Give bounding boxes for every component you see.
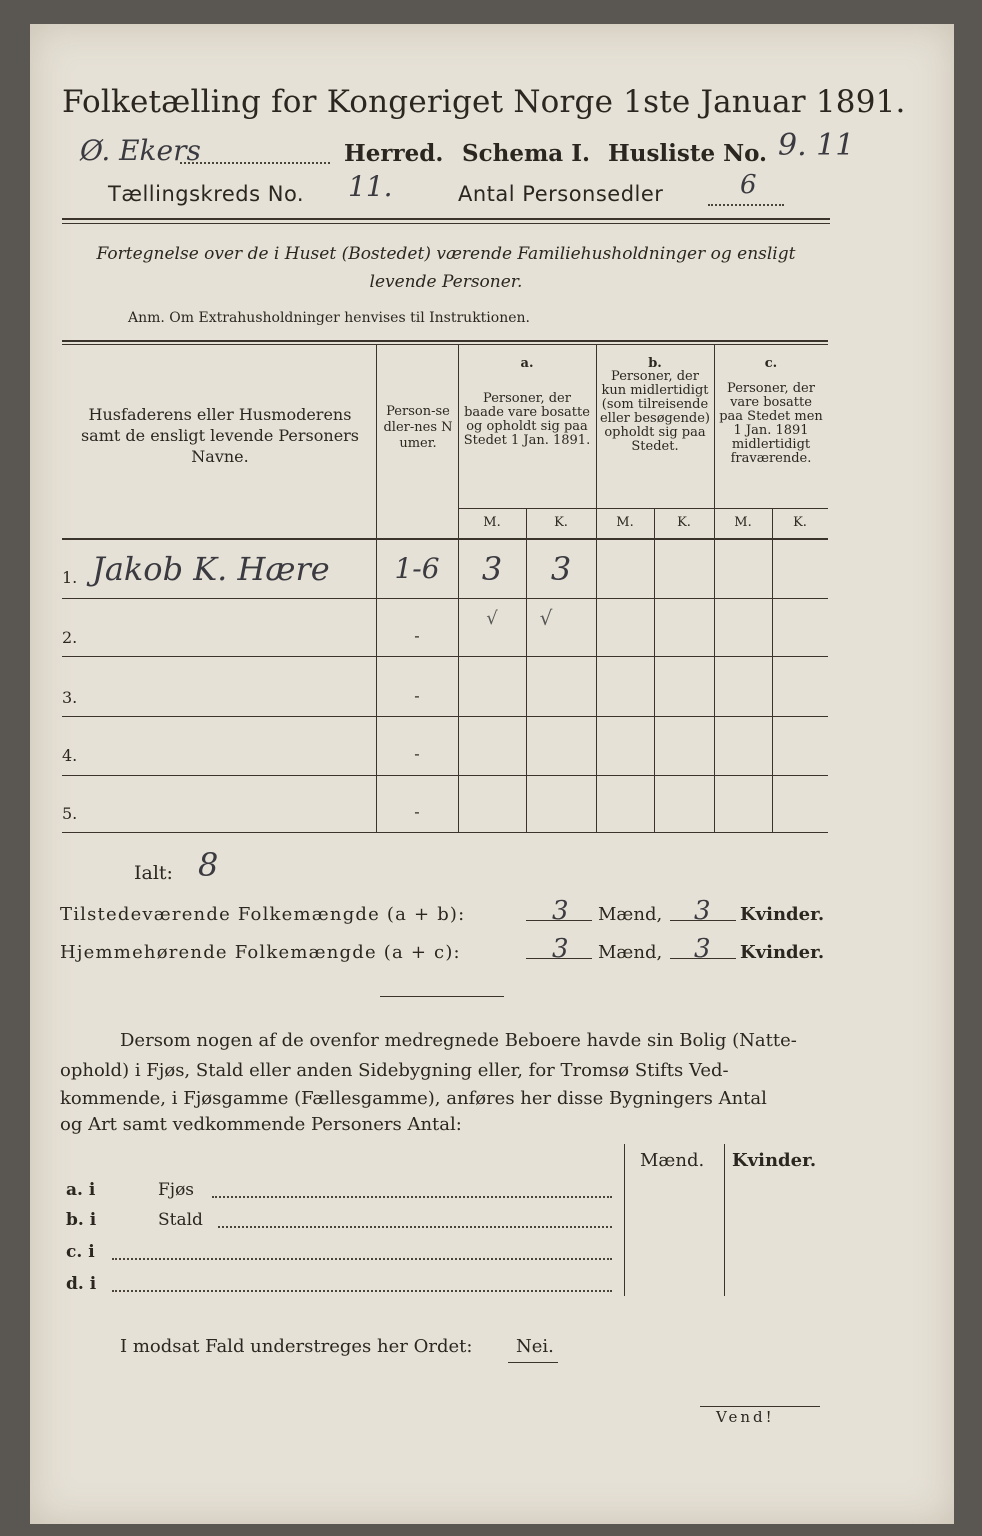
col-a-header: Personer, der baade vare bosatte og opholdt sig paa Stedet 1 Jan. 1891.: [463, 391, 591, 448]
col-num-header: Person-sedler-nes Numer.: [383, 404, 453, 451]
herred-value: Ø. Ekers: [80, 134, 201, 167]
row-1-a-m: 3: [481, 550, 503, 588]
row-1-a-k: 3: [550, 550, 572, 588]
bolig-b-label: b. i: [66, 1210, 97, 1230]
intro-line2: levende Personer.: [369, 272, 523, 292]
col-a-letter: a.: [520, 356, 534, 371]
bolig-kvinder-col: Kvinder.: [732, 1150, 817, 1171]
bolig-line4: og Art samt vedkommende Personers Antal:: [60, 1114, 462, 1135]
hjem-k: 3: [694, 934, 711, 964]
row-1-num: 1-6: [394, 552, 440, 585]
row-2-num: -: [414, 626, 420, 645]
row-2-a-k: √: [539, 606, 553, 630]
row-5-num: -: [414, 802, 420, 821]
husliste-label: Husliste No.: [608, 140, 768, 167]
schema-label: Schema I.: [462, 140, 590, 167]
row-5-number: 5.: [62, 804, 78, 823]
kreds-value: 11.: [348, 170, 393, 203]
c-m-label: M.: [734, 515, 752, 530]
kreds-label: Tællingskreds No.: [108, 182, 305, 206]
bolig-line2: ophold) i Fjøs, Stald eller anden Sidebygning eller, for Tromsø Stifts Ved-: [60, 1060, 729, 1081]
col-name-header: Husfaderens eller Husmoderens samt de ensligt levende Personers Navne.: [80, 405, 360, 466]
bolig-line1: Dersom nogen af de ovenfor medregnede Beboere havde sin Bolig (Natte-: [120, 1030, 797, 1051]
tilst-k: 3: [694, 896, 711, 926]
vend-note: Vend!: [716, 1408, 775, 1426]
bolig-a-label: a. i: [66, 1180, 96, 1200]
bolig-d-label: d. i: [66, 1274, 97, 1294]
row-1-number: 1.: [62, 568, 78, 587]
bolig-c-label: c. i: [66, 1242, 95, 1262]
col-c-letter: c.: [764, 356, 778, 371]
b-k-label: K.: [677, 515, 691, 530]
row-2-a-m: √: [486, 608, 498, 629]
a-m-label: M.: [483, 515, 501, 530]
nei-word: Nei.: [516, 1336, 554, 1357]
tilst-kvinder: Kvinder.: [740, 904, 825, 925]
tilst-maend: Mænd,: [598, 904, 663, 925]
row-4-number: 4.: [62, 746, 78, 765]
hjem-label: Hjemmehørende Folkemængde (a + c):: [60, 942, 461, 963]
row-4-num: -: [414, 744, 420, 763]
hjem-kvinder: Kvinder.: [740, 942, 825, 963]
anm-note: Anm. Om Extrahusholdninger henvises til Instruktionen.: [128, 310, 530, 326]
bolig-line3: kommende, i Fjøsgamme (Fællesgamme), anføres her disse Bygningers Antal: [60, 1088, 767, 1109]
hjem-maend: Mænd,: [598, 942, 663, 963]
herred-label: Herred.: [344, 140, 444, 167]
intro-line1: Fortegnelse over de i Huset (Bostedet) værende Familiehusholdninger og ensligt: [96, 244, 796, 264]
col-b-letter: b.: [648, 356, 662, 371]
a-k-label: K.: [554, 515, 568, 530]
bolig-maend-col: Mænd.: [640, 1150, 705, 1171]
row-1-name: Jakob K. Hære: [92, 550, 330, 588]
bolig-b-text: Stald: [158, 1210, 203, 1230]
husliste-value: 9. 11: [778, 128, 855, 163]
ialt-label: Ialt:: [134, 862, 173, 884]
row-3-number: 3.: [62, 688, 78, 707]
col-b-header: Personer, der kun midlertidigt (som tilreisende eller besøgende) opholdt sig paa Stedet.: [599, 369, 711, 454]
hjem-m: 3: [552, 934, 569, 964]
bolig-a-text: Fjøs: [158, 1180, 195, 1200]
row-3-num: -: [414, 686, 420, 705]
form-title: Folketælling for Kongeriget Norge 1ste Januar 1891.: [62, 84, 906, 120]
tilst-m: 3: [552, 896, 569, 926]
c-k-label: K.: [793, 515, 807, 530]
personsedler-label: Antal Personsedler: [458, 182, 664, 206]
b-m-label: M.: [616, 515, 634, 530]
ialt-value: 8: [198, 846, 219, 884]
personsedler-value: 6: [740, 170, 757, 200]
row-2-number: 2.: [62, 628, 78, 647]
tilst-label: Tilstedeværende Folkemængde (a + b):: [60, 904, 466, 925]
modsat-text: I modsat Fald understreges her Ordet:: [120, 1336, 473, 1357]
col-c-header: Personer, der vare bosatte paa Stedet men 1 Jan. 1891 midlertidigt fraværende.: [719, 381, 823, 466]
